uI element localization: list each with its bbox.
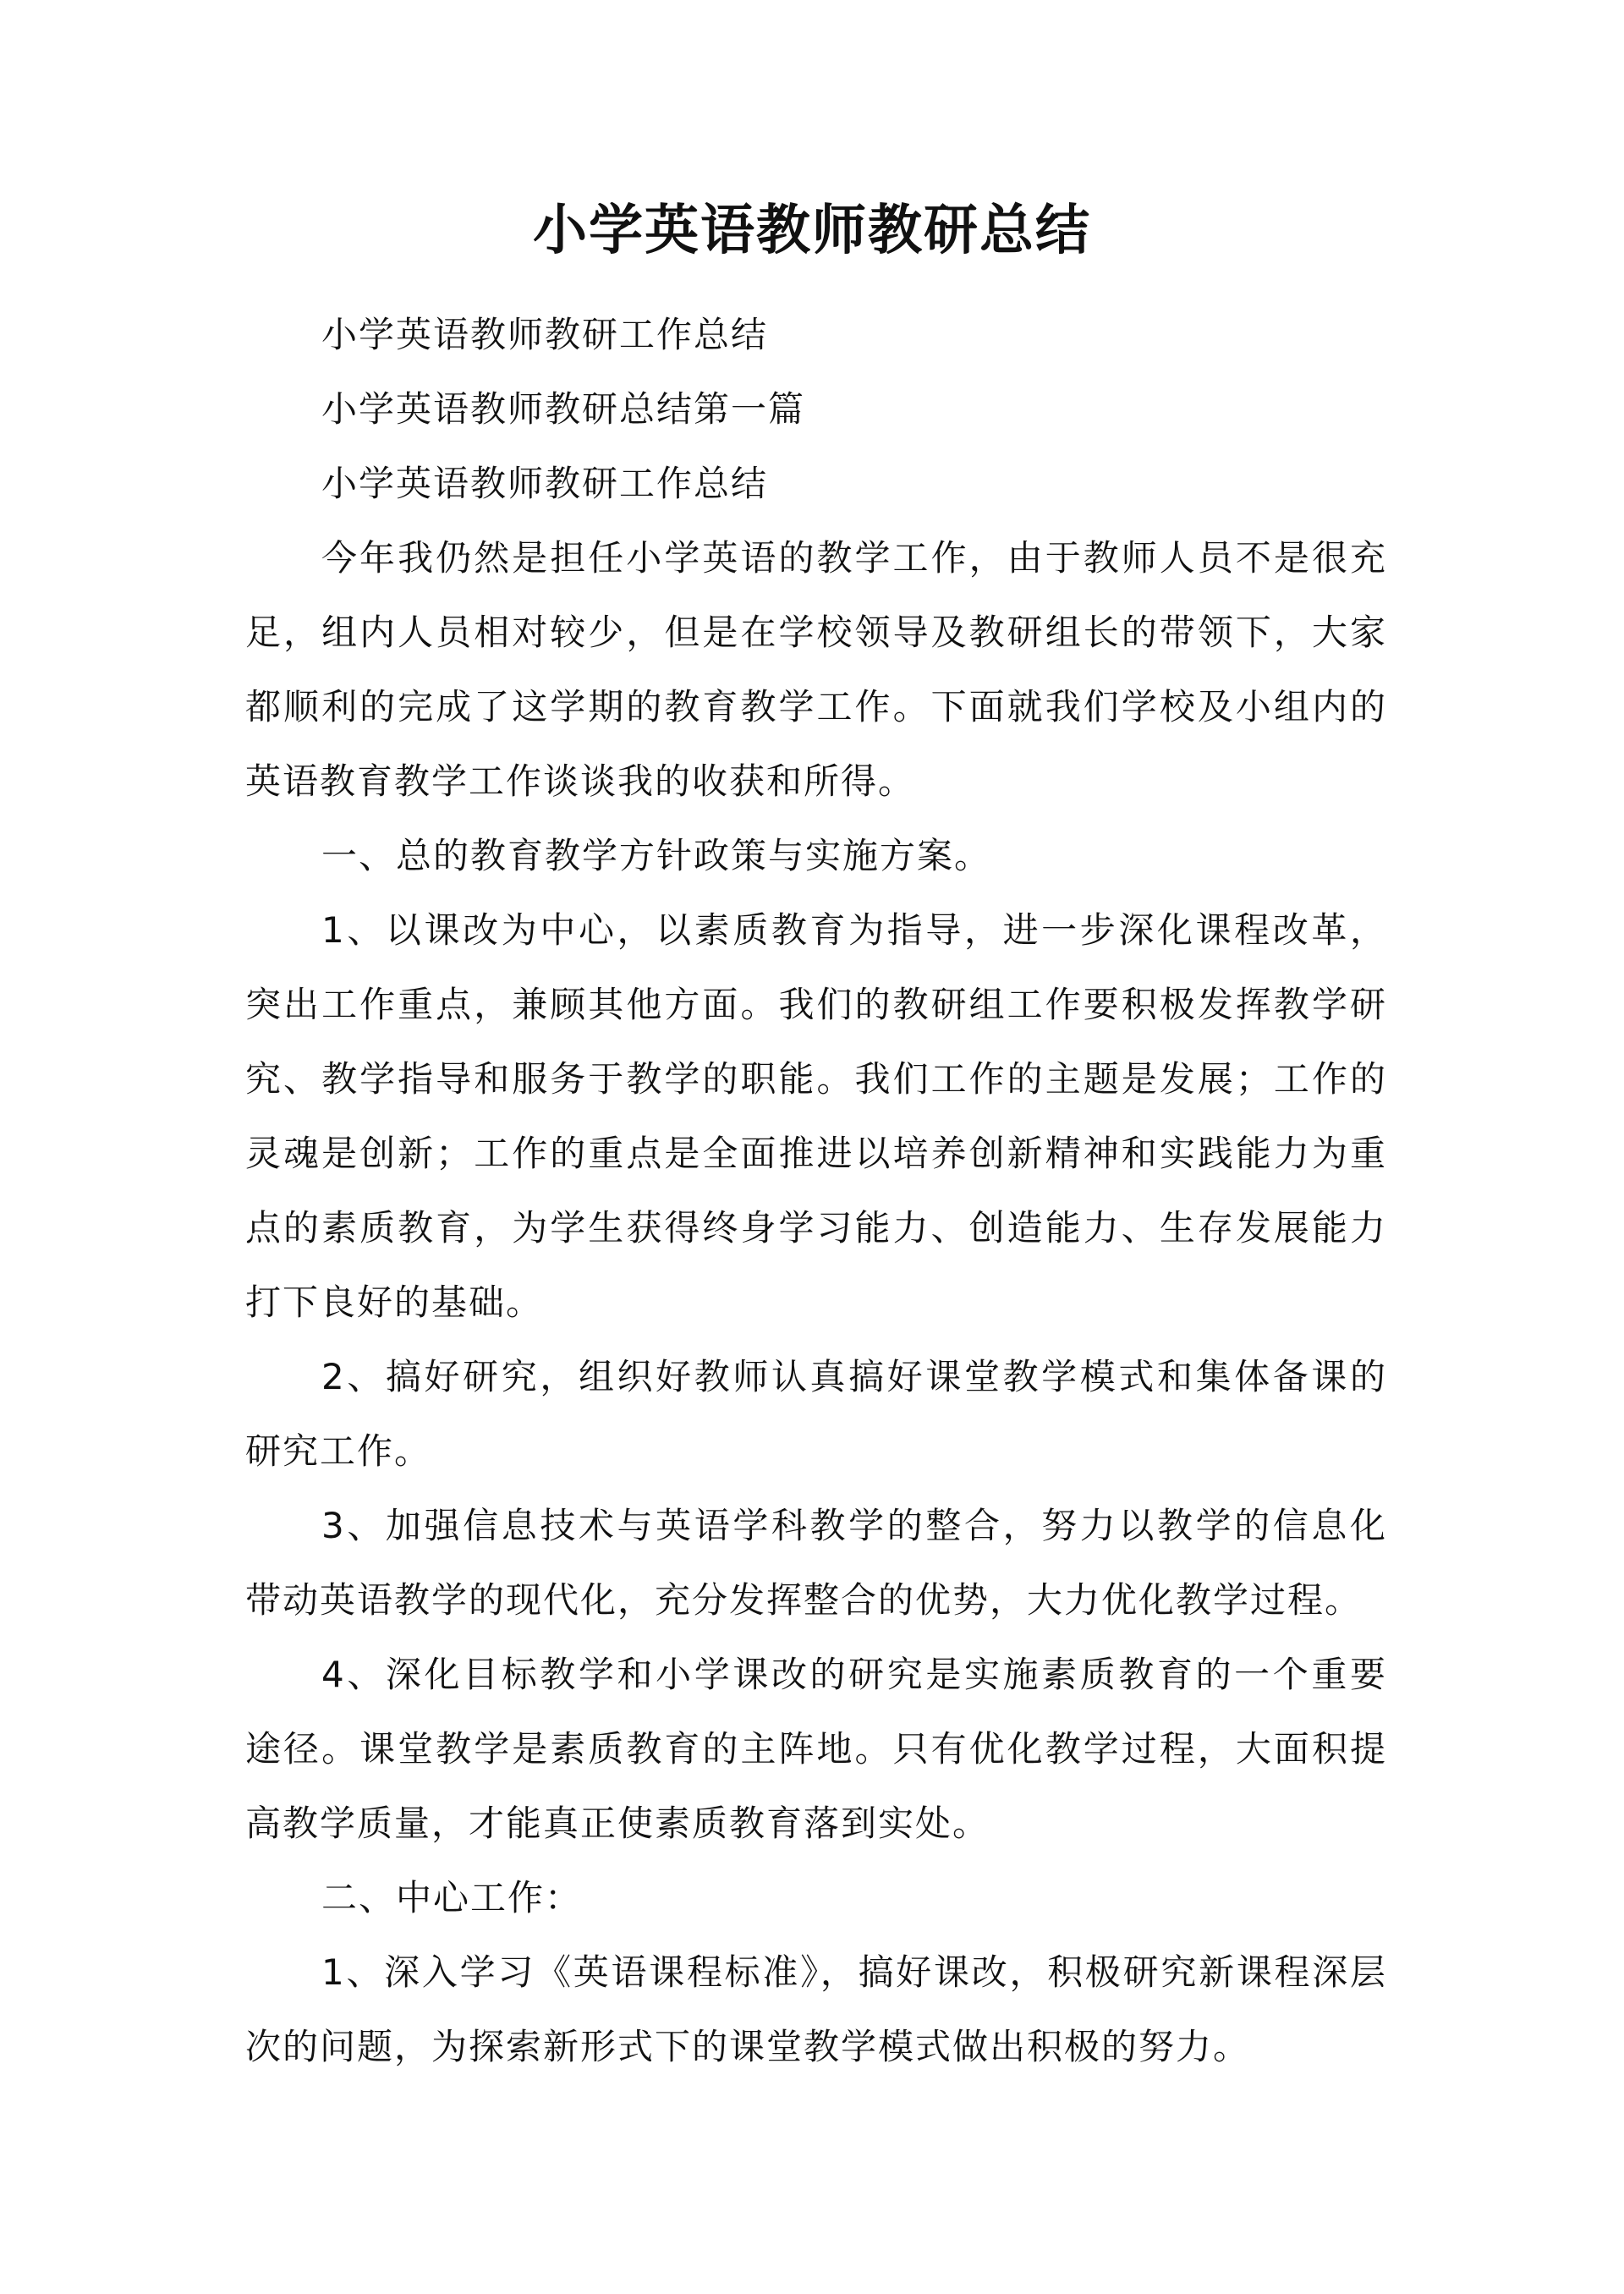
subtitle-line: 小学英语教师教研总结第一篇 xyxy=(321,388,806,430)
body-paragraph: 1、深入学习《英语课程标准》，搞好课改，积极研究新课程深层次的问题，为探索新形式下的课堂教学模式做出积极的努力。 xyxy=(245,1951,1387,2067)
body-paragraph: 今年我仍然是担任小学英语的教学工作，由于教师人员不是很充足，组内人员相对较少，但是在学校领导及教研组长的带领下，大家都顺利的完成了这学期的教育教学工作。下面就我们学校及小组内的英语教育教学工作谈谈我的收获和所得。 xyxy=(245,537,1387,802)
body-paragraph: 4、深化目标教学和小学课改的研究是实施素质教育的一个重要途径。课堂教学是素质教育的主阵地。只有优化教学过程，大面积提高教学质量，才能真正使素质教育落到实处。 xyxy=(245,1654,1387,1844)
body-paragraph: 1、以课改为中心，以素质教育为指导，进一步深化课程改革，突出工作重点，兼顾其他方面。我们的教研组工作要积极发挥教学研究、教学指导和服务于教学的职能。我们工作的主题是发展；工作的灵魂是创新；工作的重点是全面推进以培养创新精神和实践能力为重点的素质教育，为学生获得终身学习能力、创造能力、生存发展能力打下良好的基础。 xyxy=(245,909,1387,1323)
body-paragraph: 2、搞好研究，组织好教师认真搞好课堂教学模式和集体备课的研究工作。 xyxy=(245,1356,1387,1472)
subtitle-line: 小学英语教师教研工作总结 xyxy=(321,314,769,355)
section-heading: 一、总的教育教学方针政策与实施方案。 xyxy=(321,835,992,876)
document-title: 小学英语教师教研总结 xyxy=(533,199,1091,262)
subtitle-line: 小学英语教师教研工作总结 xyxy=(321,463,769,504)
document-body xyxy=(245,298,1387,2084)
section-heading: 二、中心工作： xyxy=(321,1877,583,1918)
body-paragraph: 3、加强信息技术与英语学科教学的整合，努力以教学的信息化带动英语教学的现代化，充分发挥整合的优势，大力优化教学过程。 xyxy=(245,1505,1387,1621)
